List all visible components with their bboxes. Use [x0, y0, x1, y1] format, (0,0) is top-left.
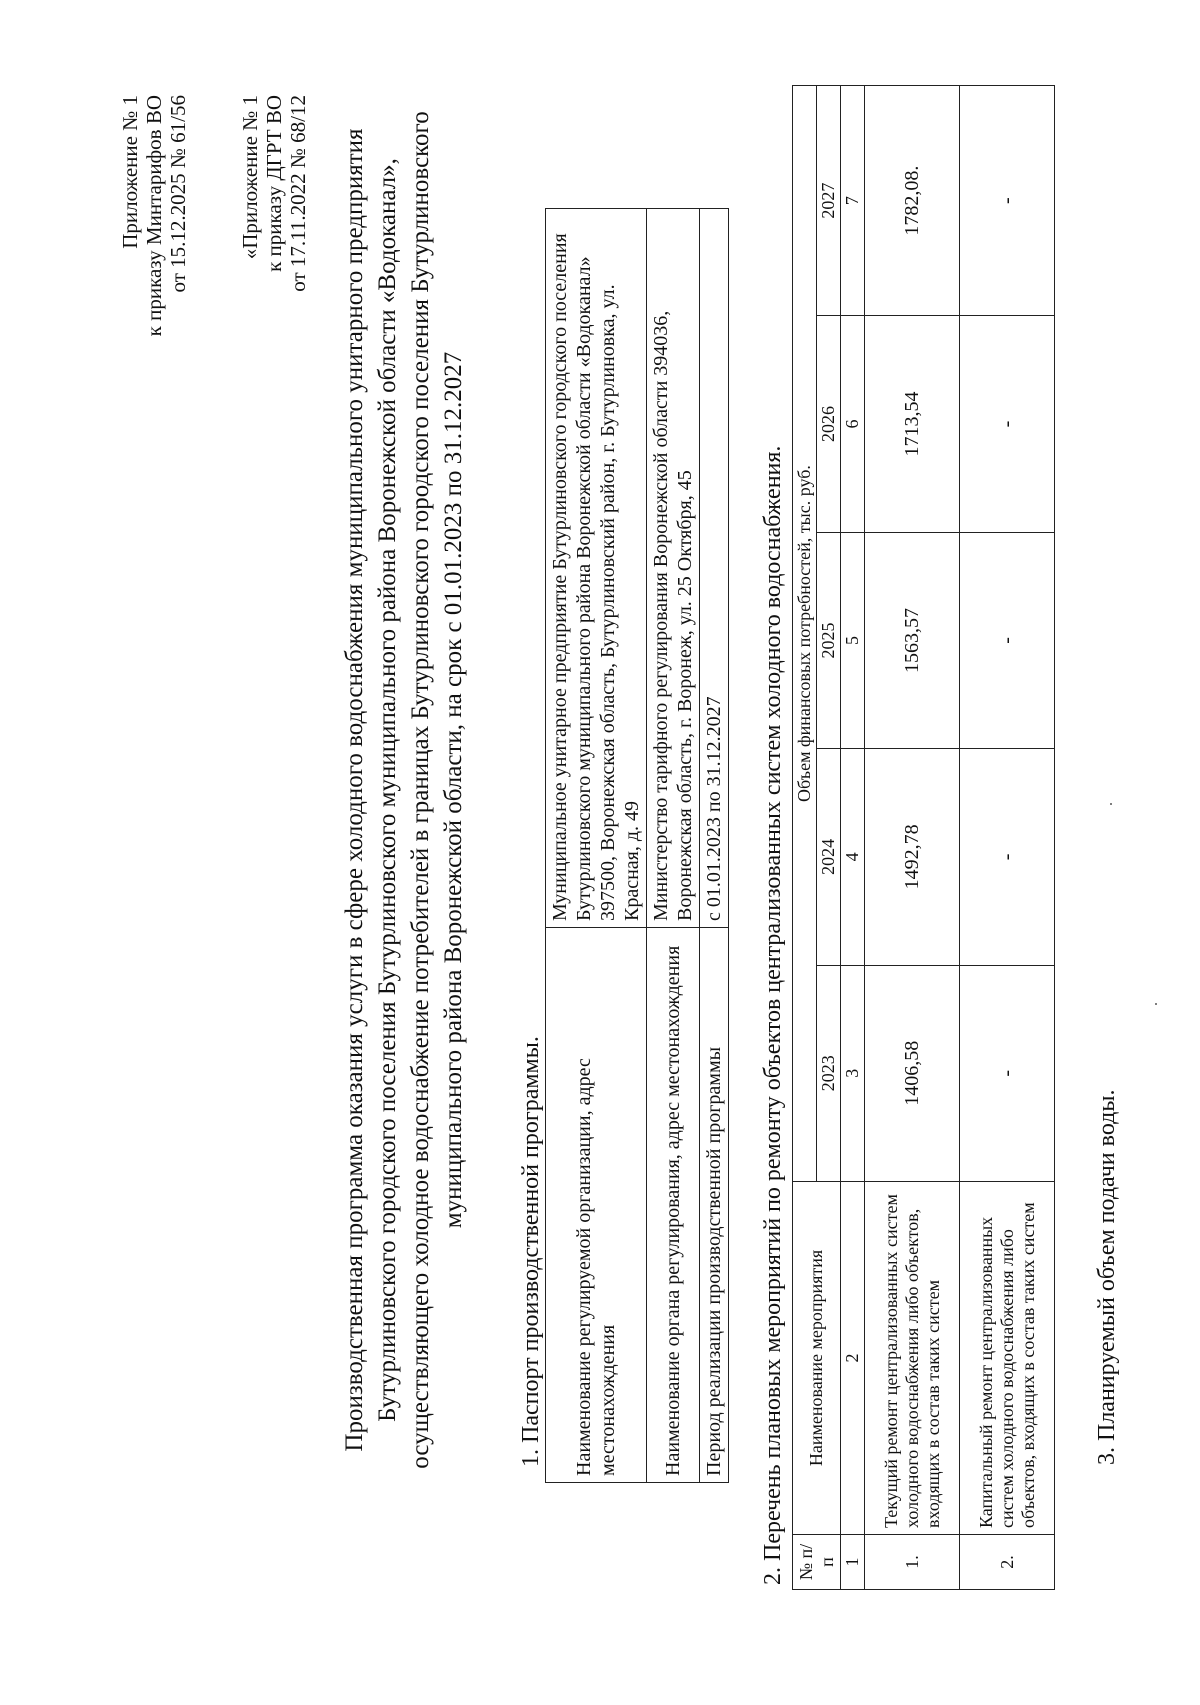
passport-label: Наименование регулируемой организации, адрес местонахождения — [546, 928, 647, 1483]
table-header-row — [793, 86, 817, 1590]
passport-label: Наименование органа регулирования, адрес местонахождения — [647, 928, 700, 1483]
appendix-line: к приказу ДГРТ ВО — [262, 95, 286, 272]
value-cell: 1563,57 — [865, 532, 960, 748]
column-header-year: 2026 — [817, 316, 841, 532]
appendix-line: к приказу Минтарифов ВО — [142, 95, 166, 337]
section-3-heading: 3. Планируемый объем подачи воды. — [1094, 1089, 1120, 1465]
column-number: 3 — [841, 965, 865, 1181]
passport-table — [545, 208, 729, 1483]
column-header-year: 2027 — [817, 86, 841, 316]
row-number: 2. — [960, 1535, 1055, 1590]
passport-value: с 01.01.2023 по 31.12.2027 — [700, 209, 729, 928]
appendix-line: от 15.12.2025 № 61/56 — [166, 95, 190, 293]
scan-speck — [1110, 803, 1112, 805]
passport-row — [546, 209, 647, 1483]
value-cell: - — [960, 86, 1055, 316]
measure-name: Капитальный ремонт централизованных систем холодного водоснабжения либо объектов, входящих в состав таких систем — [960, 1182, 1055, 1535]
value-cell: 1492,78 — [865, 749, 960, 965]
appendix-line: Приложение № 1 — [118, 95, 142, 249]
measure-name: Текущий ремонт централизованных систем холодного водоснабжения либо объектов, входящих в состав таких систем — [865, 1182, 960, 1535]
row-number: 1. — [865, 1535, 960, 1590]
appendix-line: от 17.11.2022 № 68/12 — [286, 95, 310, 292]
column-header-year: 2024 — [817, 749, 841, 965]
column-number: 6 — [841, 316, 865, 532]
column-header-number: № п/п — [793, 1535, 841, 1590]
passport-label: Период реализации производственной программы — [700, 928, 729, 1483]
column-number: 5 — [841, 532, 865, 748]
column-header-year: 2023 — [817, 965, 841, 1181]
appendix-line: «Приложение № 1 — [238, 95, 262, 260]
column-number: 1 — [841, 1535, 865, 1590]
column-number-row — [841, 86, 865, 1590]
value-cell: - — [960, 965, 1055, 1181]
section-1-heading: 1. Паспорт производственной программы. — [518, 1036, 544, 1467]
passport-row — [647, 209, 700, 1483]
value-cell: 1782,08. — [865, 86, 960, 316]
document-title: Производственная программа оказания услуги в сфере холодного водоснабжения муниципального унитарного предприятия Бутурлиновского городского поселения Бутурлиновского муниципального района Воронежской области «Водоканал», осуществляющего холодное водоснабжение потребителей в границах Бутурлиновского городского поселения Бутурлиновского муниципального района Воронежской области, на срок с 01.01.2023 по 31.12.2027 — [341, 111, 467, 1469]
value-cell: - — [960, 532, 1055, 748]
table-row — [960, 86, 1055, 1590]
column-number: 2 — [841, 1182, 865, 1535]
value-cell: - — [960, 749, 1055, 965]
column-number: 7 — [841, 86, 865, 316]
scan-speck — [1155, 1003, 1157, 1005]
section-2-heading: 2. Перечень плановых мероприятий по ремонту объектов централизованных систем холодного водоснабжения. — [760, 445, 786, 1585]
appendix-reference-original — [238, 95, 310, 292]
repair-measures-table — [792, 85, 1055, 1590]
passport-value: Муниципальное унитарное предприятие Бутурлиновского городского поселения Бутурлиновского муниципального района Воронежской области «Водоканал» 397500, Воронежская область, Бутурлиновский район, г. Бутурлиновка, ул. Красная, д. 49 — [546, 209, 647, 928]
column-header-year: 2025 — [817, 532, 841, 748]
value-cell: 1406,58 — [865, 965, 960, 1181]
value-cell: 1713,54 — [865, 316, 960, 532]
value-cell: - — [960, 316, 1055, 532]
appendix-reference-current — [118, 95, 190, 336]
passport-row — [700, 209, 729, 1483]
column-header-financial-volume: Объем финансовых потребностей, тыс. руб. — [793, 86, 817, 1182]
table-row — [865, 86, 960, 1590]
column-number: 4 — [841, 749, 865, 965]
column-header-measure-name: Наименование мероприятия — [793, 1182, 841, 1535]
passport-value: Министерство тарифного регулирования Воронежской области 394036, Воронежская область, г. Воронеж, ул. 25 Октября, 45 — [647, 209, 700, 928]
